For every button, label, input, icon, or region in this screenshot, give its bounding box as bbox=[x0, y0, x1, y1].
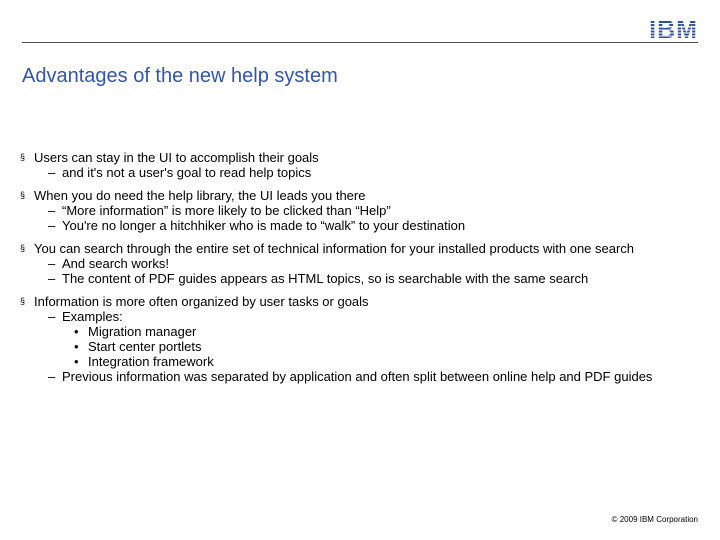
dash-marker: – bbox=[48, 165, 56, 180]
sub-bullet-text: And search works! bbox=[62, 256, 169, 271]
sub-bullet-text: The content of PDF guides appears as HTML topics, so is searchable with the same search bbox=[62, 271, 589, 286]
bullet-marker: § bbox=[20, 296, 26, 306]
dash-marker: – bbox=[48, 271, 56, 286]
ibm-logo: IBM bbox=[649, 16, 698, 44]
dash-marker: – bbox=[48, 256, 56, 271]
bullet-item bbox=[20, 188, 700, 233]
bullet-item bbox=[20, 241, 700, 286]
bullet-marker: § bbox=[20, 243, 26, 253]
bullet-item bbox=[20, 294, 700, 384]
slide-title: Advantages of the new help system bbox=[22, 65, 338, 88]
sub-sub-bullet-text: Migration manager bbox=[88, 324, 197, 339]
dot-marker: • bbox=[74, 354, 79, 369]
bullet-marker: § bbox=[20, 152, 26, 162]
sub-sub-bullet-text: Start center portlets bbox=[88, 339, 202, 354]
header-divider bbox=[22, 42, 698, 43]
bullet-text: Users can stay in the UI to accomplish their goals bbox=[34, 150, 319, 165]
dash-marker: – bbox=[48, 369, 56, 384]
bullet-text: Information is more often organized by user tasks or goals bbox=[34, 294, 369, 309]
sub-bullet-text: and it's not a user's goal to read help topics bbox=[62, 165, 312, 180]
sub-bullet-text: Examples: bbox=[62, 309, 123, 324]
sub-sub-bullet-text: Integration framework bbox=[88, 354, 214, 369]
dash-marker: – bbox=[48, 309, 56, 324]
copyright-footer: © 2009 IBM Corporation bbox=[611, 515, 698, 524]
bullet-text: You can search through the entire set of technical information for your installed products with one search bbox=[34, 241, 635, 256]
slide-content bbox=[20, 150, 700, 392]
bullet-item bbox=[20, 150, 700, 180]
dash-marker: – bbox=[48, 218, 56, 233]
dot-marker: • bbox=[74, 339, 79, 354]
dash-marker: – bbox=[48, 203, 56, 218]
bullet-marker: § bbox=[20, 190, 26, 200]
sub-bullet-text: Previous information was separated by application and often split between online help and PDF guides bbox=[62, 369, 653, 384]
sub-bullet-text: You're no longer a hitchhiker who is made to “walk” to your destination bbox=[62, 218, 466, 233]
dot-marker: • bbox=[74, 324, 79, 339]
bullet-text: When you do need the help library, the UI leads you there bbox=[34, 188, 366, 203]
sub-bullet-text: “More information” is more likely to be clicked than “Help” bbox=[62, 203, 391, 218]
